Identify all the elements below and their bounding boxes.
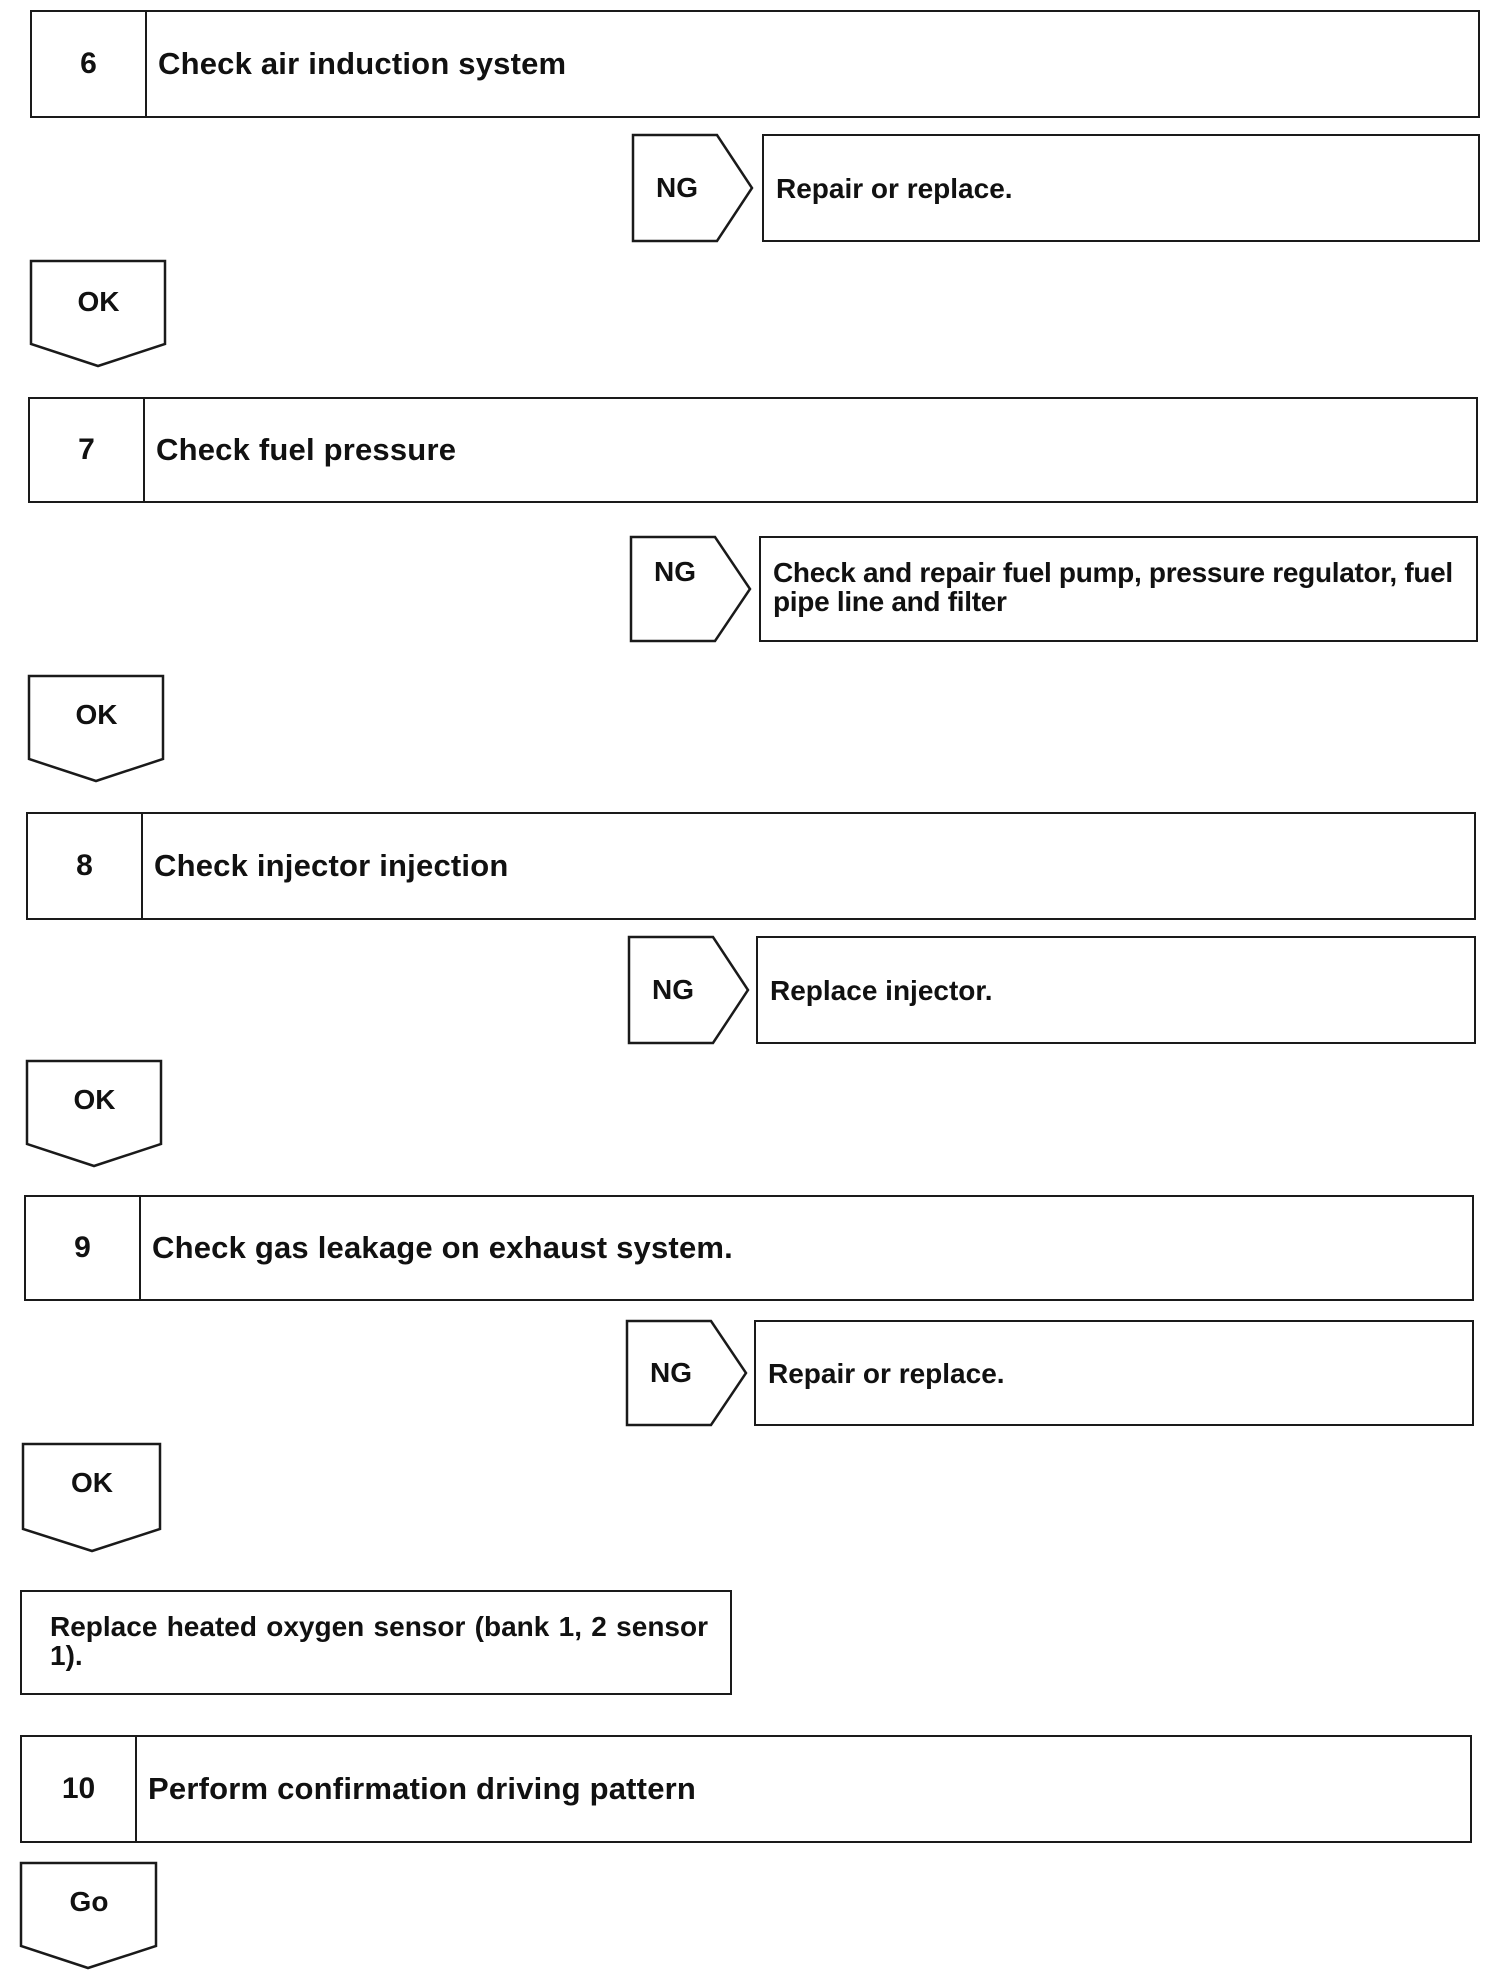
- ok-label: OK: [77, 286, 120, 317]
- ng-label: NG: [654, 556, 696, 587]
- step-title: Perform confirmation driving pattern: [148, 1771, 697, 1806]
- ng-arrow: [630, 536, 752, 642]
- ng-result-box: Repair or replace.: [762, 134, 1480, 242]
- ok-arrow: [28, 675, 165, 783]
- ng-arrow: [626, 1320, 748, 1426]
- replace-sensor-box: Replace heated oxygen sensor (bank 1, 2 sensor 1).: [20, 1590, 732, 1695]
- ok-label: OK: [75, 699, 118, 730]
- step-title: Check fuel pressure: [156, 432, 457, 467]
- step-number: 8: [28, 814, 143, 918]
- ok-label: OK: [71, 1467, 113, 1498]
- step-9-box: [24, 1195, 1474, 1301]
- ok-arrow: [22, 1443, 162, 1553]
- step-title: Check injector injection: [154, 848, 509, 883]
- go-arrow: [20, 1862, 158, 1970]
- ng-label: NG: [650, 1357, 692, 1388]
- step-title: Check air induction system: [158, 46, 567, 81]
- ng-result-box: Check and repair fuel pump, pressure regulator, fuel pipe line and filter: [759, 536, 1478, 642]
- step-title: Check gas leakage on exhaust system.: [152, 1230, 733, 1265]
- ng-arrow: [628, 936, 750, 1044]
- ng-result-box: Replace injector.: [756, 936, 1476, 1044]
- step-10-box: [20, 1735, 1472, 1843]
- ok-arrow: [30, 260, 167, 368]
- step-7-box: [28, 397, 1478, 503]
- step-6-box: [30, 10, 1480, 118]
- ok-arrow: [26, 1060, 163, 1168]
- ng-label: NG: [652, 974, 694, 1005]
- step-8-box: [26, 812, 1476, 920]
- ng-label: NG: [656, 172, 698, 203]
- ok-label: OK: [73, 1084, 116, 1115]
- ng-arrow: [632, 134, 754, 242]
- ng-result-box: Repair or replace.: [754, 1320, 1474, 1426]
- step-number: 6: [32, 12, 147, 116]
- step-number: 9: [26, 1197, 141, 1299]
- go-label: Go: [69, 1886, 109, 1917]
- step-number: 7: [30, 399, 145, 501]
- step-number: 10: [22, 1737, 137, 1841]
